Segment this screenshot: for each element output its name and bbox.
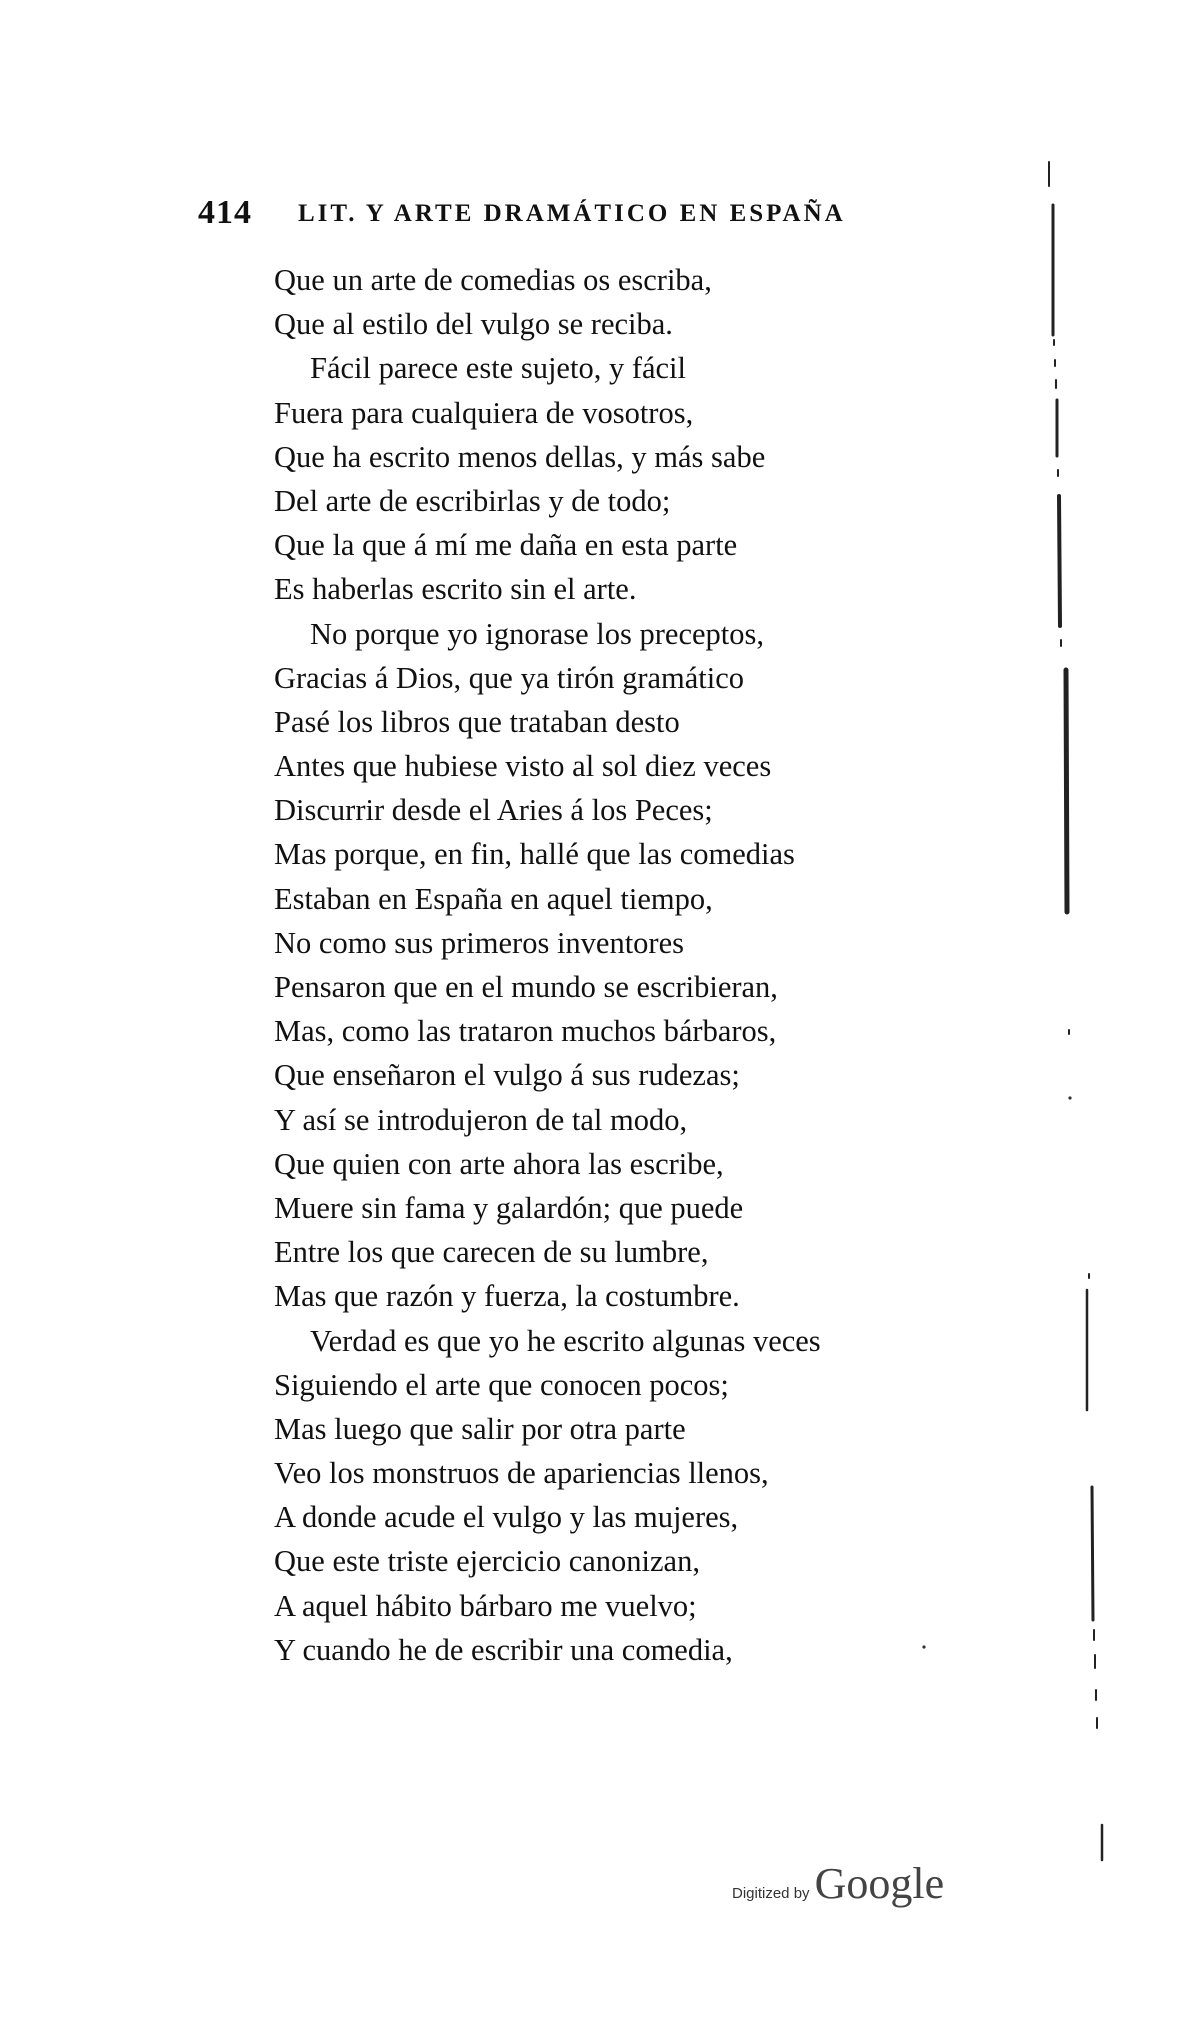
verse-line: Mas que razón y fuerza, la costumbre.: [274, 1279, 740, 1314]
verse-line: A donde acude el vulgo y las mujeres,: [274, 1500, 739, 1535]
verse-line: Que al estilo del vulgo se reciba.: [274, 307, 673, 342]
verse-line: Veo los monstruos de apariencias llenos,: [274, 1456, 769, 1491]
verse-line: Que la que á mí me daña en esta parte: [274, 528, 738, 563]
verse-line: Que este triste ejercicio canonizan,: [274, 1544, 700, 1579]
verse-line: Que ha escrito menos dellas, y más sabe: [274, 439, 766, 474]
verse-line: Que quien con arte ahora las escribe,: [274, 1146, 724, 1181]
verse-line: Que un arte de comedias os escriba,: [274, 263, 712, 297]
verse-line: Pensaron que en el mundo se escribieran,: [274, 970, 778, 1004]
verse-line: Mas luego que salir por otra parte: [274, 1411, 686, 1446]
verse-line: Pasé los libros que trataban desto: [274, 704, 680, 739]
verse-line: Es haberlas escrito sin el arte.: [274, 572, 637, 607]
verse-line: A aquel hábito bárbaro me vuelvo;: [274, 1588, 697, 1623]
verse-line: Muere sin fama y galardón; que puede: [274, 1190, 744, 1225]
verse-line: Fuera para cualquiera de vosotros,: [274, 395, 694, 430]
verse-block: [274, 258, 994, 1672]
verse-line: No como sus primeros inventores: [274, 925, 684, 960]
verse-line: Que enseñaron el vulgo á sus rudezas;: [274, 1058, 740, 1093]
verse-line: Verdad es que yo he escrito algunas veces: [310, 1323, 821, 1358]
verse-line: Antes que hubiese visto al sol diez veces: [274, 749, 772, 784]
verse-line: Y así se introdujeron de tal modo,: [274, 1102, 688, 1137]
google-logo: Google: [814, 1859, 945, 1908]
page-number: 414: [198, 194, 252, 231]
verse-line: Discurrir desde el Aries á los Peces;: [274, 793, 713, 828]
verse-line: Entre los que carecen de su lumbre,: [274, 1235, 709, 1270]
verse-line: Mas porque, en fin, hallé que las comedias: [274, 837, 795, 872]
verse-line: Siguiendo el arte que conocen pocos;: [274, 1367, 729, 1402]
verse-line: Estaban en España en aquel tiempo,: [274, 881, 713, 916]
verse-line: Fácil parece este sujeto, y fácil: [310, 351, 686, 386]
verse-line: Mas, como las trataron muchos bárbaros,: [274, 1014, 777, 1049]
digitization-watermark: [732, 1858, 944, 1909]
verse-line: No porque yo ignorase los preceptos,: [310, 616, 765, 651]
verse-line: Gracias á Dios, que ya tirón gramático: [274, 660, 745, 695]
verse-line: Y cuando he de escribir una comedia,: [274, 1632, 733, 1667]
running-title: LIT. Y ARTE DRAMÁTICO EN ESPAÑA: [298, 200, 846, 227]
verse-line: Del arte de escribirlas y de todo;: [274, 483, 671, 518]
digitized-by-text: Digitized by: [732, 1885, 810, 1902]
